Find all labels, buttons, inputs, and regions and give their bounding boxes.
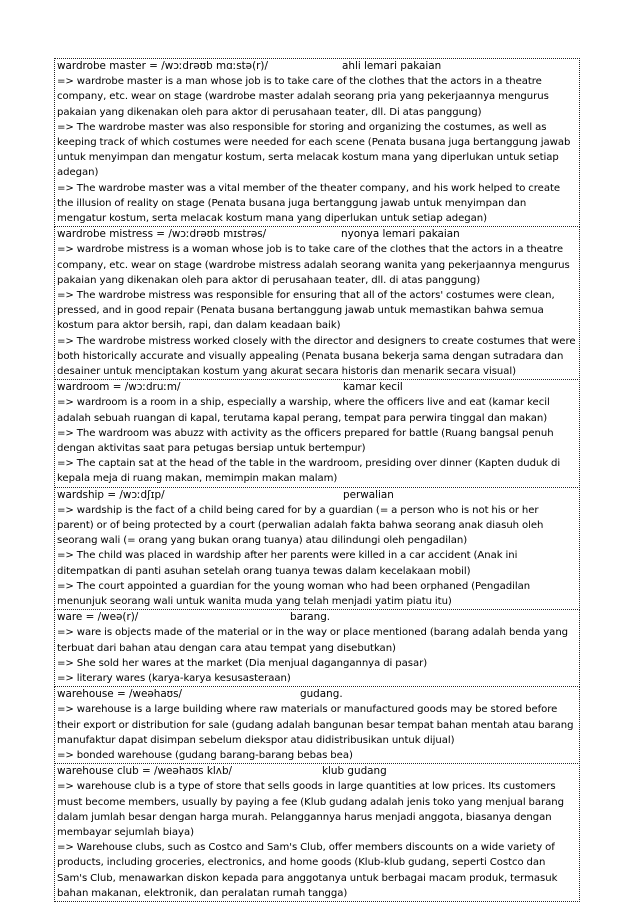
entry-line: => wardship is the fact of a child being cared for by a guardian (= a person who is not his or her parent) or of being protected by a court (perwalian adalah fakta bahwa seorang anak diasuh oleh seorang wali (= orang yang bukan orang tuanya) atau dilindungi oleh pengadilan) [57, 504, 544, 547]
entry-translation: gudang. [300, 688, 343, 701]
entry-line: => ware is objects made of the material or in the way or place mentioned (barang adalah benda yang terbuat dari bahan atau dengan cara atau tempat yang disebutkan) [57, 627, 569, 654]
entry-translation: ahli lemari pakaian [342, 60, 442, 72]
entry-header [57, 380, 578, 395]
entry-line: => wardrobe master is a man whose job is to take care of the clothes that the actors in a theatre company, etc. wear on stage (wardrobe master adalah seorang pria yang pekerjaannya mengurus pakaian yang dikenakan oleh para aktor di perusahaan teater, dll. Di atas panggung) [57, 76, 549, 118]
dictionary-entry [54, 763, 580, 902]
entry-term: warehouse = /weəhaʊs/ [57, 688, 183, 701]
entry-line: => warehouse is a large building where raw materials or manufactured goods may be stored before their export or distribution for sale (gudang adalah bangunan besar tempat bahan mentah atau barang manufaktur dapat disimpan sebelum diekspor atau didistribusikan untuk dijual) [57, 704, 574, 746]
entry-line: => bonded warehouse (gudang barang-barang bebas bea) [57, 750, 353, 762]
dictionary-document [54, 59, 580, 902]
entry-term: warehouse club = /weəhaʊs klʌb/ [57, 765, 233, 778]
entry-header [57, 488, 578, 503]
dictionary-entry [54, 487, 580, 611]
entry-line: => The wardrobe mistress worked closely with the director and designers to create costumes that were both historically accurate and visually appealing (Penata busana bekerja sama dengan sutradara dan desainer untuk menciptakan kostum yang akurat secara historis dan menarik secara visual) [57, 335, 576, 378]
entry-translation: klub gudang [322, 765, 387, 778]
dictionary-entry [54, 379, 580, 487]
entry-term: wardship = /wɔːdʃɪp/ [57, 488, 165, 501]
entry-term: ware = /weə(r)/ [57, 611, 139, 624]
dictionary-entry [54, 686, 580, 764]
entry-line: => The wardrobe mistress was responsible for ensuring that all of the actors' costumes were clean, pressed, and in good repair (Penata busana bertanggung jawab untuk memastikan bahwa semua kostum para aktor bersih, rapi, dan dalam keadaan baik) [57, 290, 555, 332]
entry-header [57, 764, 578, 779]
entry-header [57, 687, 578, 702]
entry-line: => The wardrobe master was also responsible for storing and organizing the costumes, as well as keeping track of which costumes were needed for each scene (Penata busana juga bertanggung jawab untuk menyimpan dan mengatur kostum, serta melacak kostum mana yang diperlukan untuk setiap adegan) [57, 121, 571, 179]
entry-translation: kamar kecil [343, 381, 403, 394]
entry-line: => Warehouse clubs, such as Costco and Sam's Club, offer members discounts on a wide variety of products, including groceries, electronics, and home goods (Klub-klub gudang, seperti Costco dan Sam's Club, menawarkan diskon kepada para anggotanya untuk berbagai macam produk, termasuk bahan makanan, elektronik, dan peralatan rumah tangga) [57, 842, 558, 899]
entry-header [57, 59, 578, 74]
entry-header [57, 610, 578, 625]
entry-line: => The court appointed a guardian for the young woman who had been orphaned (Pengadilan menunjuk seorang wali untuk wanita muda yang telah menjadi yatim piatu itu) [57, 580, 531, 608]
entry-term: wardroom = /wɔːdruːm/ [57, 381, 181, 394]
entry-line: => The child was placed in wardship after her parents were killed in a car accident (Anak ini ditempatkan di panti asuhan setelah orang tuanya tewas dalam kecelakaan mobil) [57, 550, 518, 577]
entry-line: => The wardroom was abuzz with activity as the officers prepared for battle (Ruang bangsal penuh dengan aktivitas saat para petugas bersiap untuk bertempur) [57, 427, 554, 455]
entry-line: => literary wares (karya-karya kesusasteraan) [57, 673, 291, 685]
entry-translation: perwalian [343, 488, 394, 501]
dictionary-entry [54, 226, 580, 380]
entry-translation: nyonya lemari pakaian [341, 228, 460, 241]
entry-line: => wardroom is a room in a ship, especially a warship, where the officers live and eat (kamar kecil adalah sebuah ruangan di kapal, terutama kapal perang, tempat para perwira tinggal dan makan) [57, 397, 550, 424]
entry-line: => The captain sat at the head of the table in the wardroom, presiding over dinner (Kapten duduk di kepala meja di ruang makan, memimpin makan malam) [57, 458, 561, 485]
entry-line: => wardrobe mistress is a woman whose job is to take care of the clothes that the actors in a theatre company, etc. wear on stage (wardrobe mistress adalah seorang wanita yang pekerjaannya mengurus pakaian yang dikenakan oleh para aktor di perusahaan teater, dll. di atas panggung) [57, 244, 570, 286]
entry-line: => She sold her wares at the market (Dia menjual dagangannya di pasar) [57, 657, 428, 669]
entry-term: wardrobe master = /wɔːdrəʊb mɑːstə(r)/ [57, 60, 268, 72]
entry-line: => warehouse club is a type of store that sells goods in large quantities at low prices. Its customers must become members, usually by paying a fee (Klub gudang adalah jenis toko yang menjual barang dalam jumlah besar dengan harga murah. Pelanggannya harus menjadi anggota, biasanya dengan membayar sejumlah biaya) [57, 781, 564, 839]
entry-header [57, 227, 578, 242]
entry-translation: barang. [290, 611, 331, 624]
dictionary-entry [54, 58, 580, 227]
entry-term: wardrobe mistress = /wɔːdrəʊb mɪstrəs/ [57, 228, 267, 241]
entry-line: => The wardrobe master was a vital member of the theater company, and his work helped to create the illusion of reality on stage (Penata busana juga bertanggung jawab untuk menyimpan dan mengatur kostum, serta melacak kostum mana yang diperlukan untuk setiap adegan) [57, 182, 561, 225]
dictionary-entry [54, 609, 580, 687]
